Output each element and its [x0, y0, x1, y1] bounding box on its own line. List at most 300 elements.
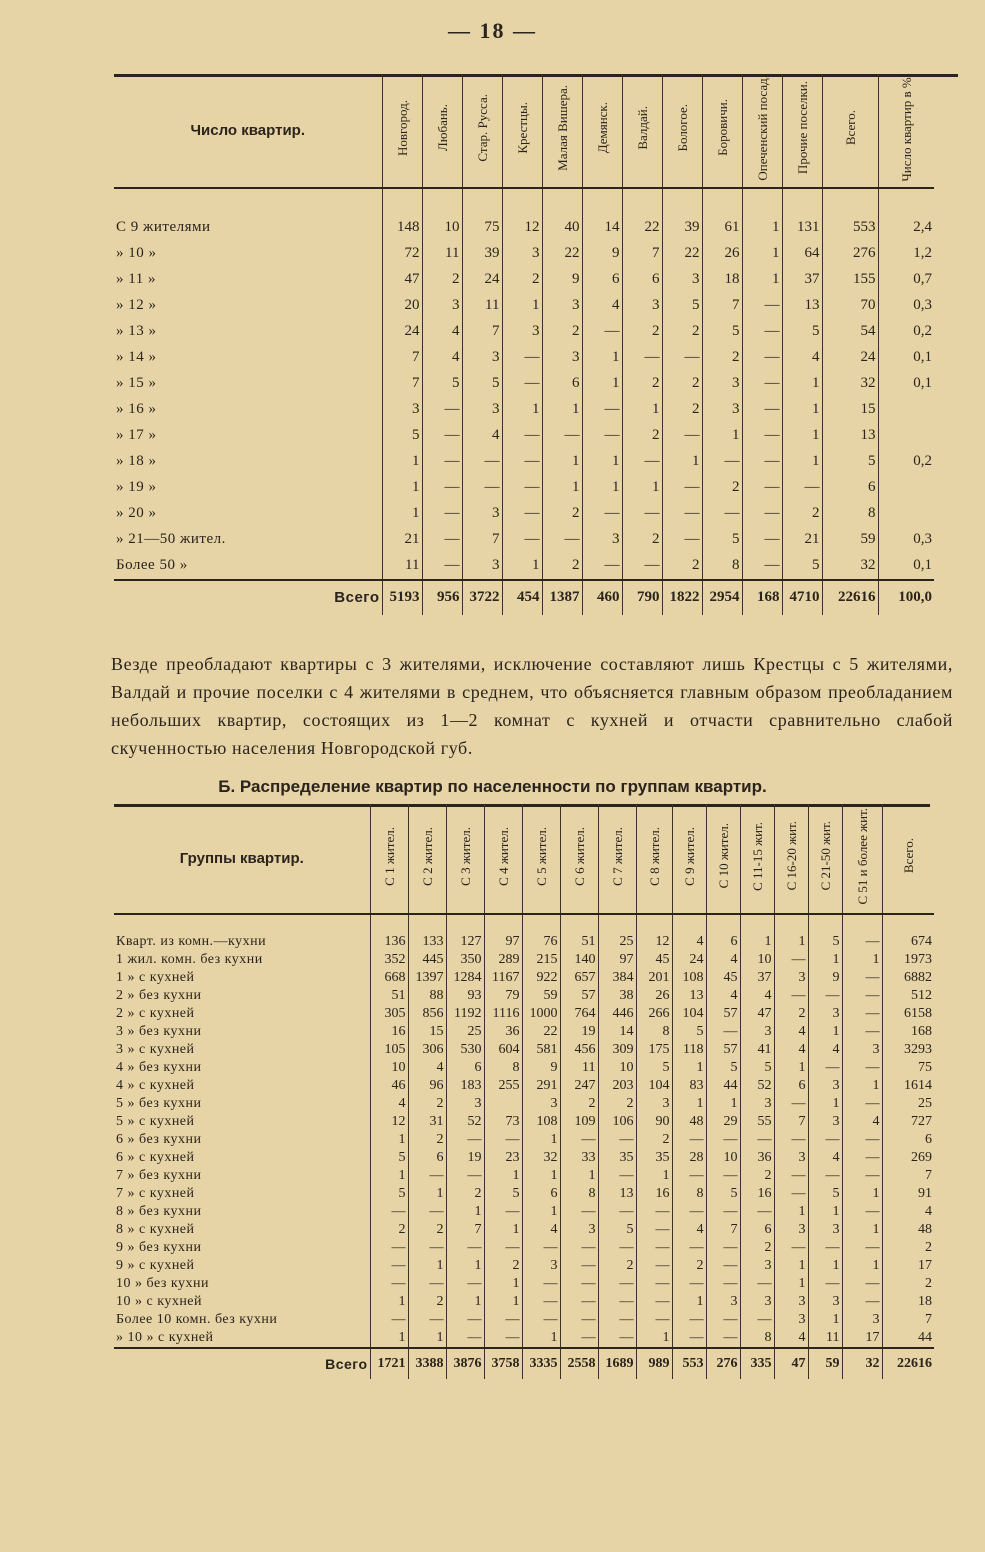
table-b-cell: 3 [808, 1005, 842, 1023]
table-b-cell: — [560, 1257, 598, 1275]
table-a-cell: 1 [502, 293, 542, 319]
table-b-cell: 727 [882, 1113, 934, 1131]
table-a-cell: — [462, 475, 502, 501]
table-apartments-by-group [114, 804, 934, 1379]
table-b-row [114, 1095, 934, 1113]
table-a-cell: — [662, 527, 702, 553]
table-a-cell: — [422, 527, 462, 553]
table-a-cell: 3 [502, 319, 542, 345]
table-b-cell: 4 [706, 987, 740, 1005]
table-b-cell: 57 [560, 987, 598, 1005]
table-b-cell: — [672, 1311, 706, 1329]
table-b-cell: 140 [560, 951, 598, 969]
table-b-cell: — [522, 1311, 560, 1329]
table-b-cell: 2 [484, 1257, 522, 1275]
table-b-column-header-text: С 1 жител. [381, 826, 397, 886]
table-b-column-header [842, 804, 882, 914]
table-a-column-header-text: Число квартир в %. [898, 74, 914, 182]
table-a-cell: 0,2 [878, 449, 934, 475]
table-a-cell [878, 397, 934, 423]
table-b-cell: 255 [484, 1077, 522, 1095]
table-b-cell: 6 [882, 1131, 934, 1149]
table-a-row-header: Число квартир. [114, 74, 382, 188]
table-b-row [114, 987, 934, 1005]
table-b-cell: 23 [484, 1149, 522, 1167]
table-b-cell: 7 [882, 1167, 934, 1185]
table-b-column-header-text: Всего. [900, 838, 916, 874]
table-b-cell: 45 [636, 951, 672, 969]
table-b-row [114, 1329, 934, 1348]
table-b-cell: 13 [672, 987, 706, 1005]
table-b-cell: 456 [560, 1041, 598, 1059]
table-a-cell: 9 [582, 241, 622, 267]
table-b-cell: — [672, 1275, 706, 1293]
table-b-row [114, 1239, 934, 1257]
table-b-cell: — [706, 1239, 740, 1257]
table-b-cell: 17 [842, 1329, 882, 1348]
table-a-cell: 24 [822, 345, 878, 371]
table-b-cell: 1 [842, 1185, 882, 1203]
table-a-cell: 4 [462, 423, 502, 449]
table-a-row [114, 527, 934, 553]
table-b-cell: — [842, 1203, 882, 1221]
table-b-cell: 3 [522, 1257, 560, 1275]
table-b-cell: 47 [740, 1005, 774, 1023]
table-b-cell: 3 [560, 1221, 598, 1239]
table-a-cell: 39 [462, 241, 502, 267]
table-b-column-header-text: С 16-20 жит. [783, 821, 799, 891]
table-a-cell: 2 [622, 423, 662, 449]
table-b-cell: 12 [636, 933, 672, 951]
table-a-cell: 5 [702, 319, 742, 345]
table-a-cell: 59 [822, 527, 878, 553]
table-a-cell: — [742, 449, 782, 475]
page-number: — 18 — [448, 18, 537, 43]
table-b-cell: 2558 [560, 1348, 598, 1379]
table-b-cell: 35 [598, 1149, 636, 1167]
table-a-row [114, 553, 934, 580]
table-b-cell: 2 [774, 1005, 808, 1023]
table-b-cell: 5 [484, 1185, 522, 1203]
table-b-cell: 1614 [882, 1077, 934, 1095]
table-b-column-header-text: С 10 жител. [715, 823, 731, 889]
table-b-cell: 90 [636, 1113, 672, 1131]
table-a-cell: 956 [422, 580, 462, 615]
table-a-cell: 4 [422, 319, 462, 345]
table-b-row-label: 4 » без кухни [116, 1060, 202, 1075]
table-b-cell: — [842, 1095, 882, 1113]
table-a-cell: — [702, 449, 742, 475]
table-a-cell [878, 475, 934, 501]
table-b-cell: 97 [484, 933, 522, 951]
table-b-row-label: 3 » без кухни [116, 1024, 202, 1039]
table-a-cell: 64 [782, 241, 822, 267]
table-b-cell: — [672, 1131, 706, 1149]
table-b-cell: 9 [808, 969, 842, 987]
table-a-row [114, 423, 934, 449]
table-b-cell: — [408, 1275, 446, 1293]
table-b-cell: 104 [672, 1005, 706, 1023]
table-b-cell: 3 [774, 1221, 808, 1239]
table-a-cell: 2 [702, 345, 742, 371]
table-b-cell: — [446, 1131, 484, 1149]
table-a-cell: 11 [422, 241, 462, 267]
table-a-cell: 1 [742, 215, 782, 241]
table-b-cell: 3 [740, 1095, 774, 1113]
table-a-cell: — [622, 553, 662, 580]
table-b-cell: — [560, 1239, 598, 1257]
table-b-cell: — [522, 1275, 560, 1293]
table-b-cell: 2 [408, 1293, 446, 1311]
body-paragraph: Везде преобладают квартиры с 3 жителями, исключение составляют лишь Крестцы с 5 жителями, Валдай и прочие поселки с 4 жителями в среднем, что объясняется главным образом преобладанием небольших квартир, состоящих из 1—2 комнат с кухней и отчасти сравнительно слабой скученностью населения Новгородской губ. [111, 654, 953, 758]
table-a-row [114, 475, 934, 501]
table-a-cell: 3722 [462, 580, 502, 615]
table-b-cell: 215 [522, 951, 560, 969]
table-b-cell: 48 [672, 1113, 706, 1131]
table-b-cell: 4 [672, 933, 706, 951]
table-a-cell: 3 [422, 293, 462, 319]
table-a-cell: 460 [582, 580, 622, 615]
table-b-cell: 1 [636, 1329, 672, 1348]
table-b-cell: — [636, 1203, 672, 1221]
table-b-cell: 5 [672, 1023, 706, 1041]
table-a-cell: 22 [662, 241, 702, 267]
table-b-row [114, 1275, 934, 1293]
table-b-cell: 88 [408, 987, 446, 1005]
table-b-cell: — [636, 1257, 672, 1275]
table-a-cell: 7 [622, 241, 662, 267]
table-b-cell: 25 [882, 1095, 934, 1113]
table-b-cell: — [484, 1239, 522, 1257]
table-b-cell: 3 [774, 1149, 808, 1167]
table-b-cell: 1 [522, 1329, 560, 1348]
table-b-cell: 5 [706, 1185, 740, 1203]
table-b-cell: 3 [740, 1257, 774, 1275]
table-b-row-label: 3 » с кухней [116, 1042, 195, 1057]
table-b-cell: — [774, 987, 808, 1005]
table-a-cell: 6 [542, 371, 582, 397]
table-b-cell: 553 [672, 1348, 706, 1379]
table-b-cell: 17 [882, 1257, 934, 1275]
table-a-cell: 131 [782, 215, 822, 241]
table-b-row [114, 1131, 934, 1149]
table-b-cell: 7 [706, 1221, 740, 1239]
table-a-cell: 790 [622, 580, 662, 615]
table-a-cell: 3 [582, 527, 622, 553]
table-b-row-label: 10 » без кухни [116, 1276, 209, 1291]
table-b-cell: — [370, 1275, 408, 1293]
table-b-cell: 6158 [882, 1005, 934, 1023]
table-a-cell: 7 [382, 371, 422, 397]
table-b-row [114, 1221, 934, 1239]
table-b-cell: — [740, 1131, 774, 1149]
table-b-cell: 36 [740, 1149, 774, 1167]
table-a-cell: 1 [542, 449, 582, 475]
table-b-cell: 5 [740, 1059, 774, 1077]
table-b-cell: 2 [408, 1131, 446, 1149]
table-a-cell: — [622, 449, 662, 475]
table-b-cell: 44 [706, 1077, 740, 1095]
table-b-column-header [408, 804, 446, 914]
table-b-cell: — [706, 1257, 740, 1275]
table-b-cell: 6 [408, 1149, 446, 1167]
table-b-cell: 3 [774, 1311, 808, 1329]
table-b-cell: — [636, 1293, 672, 1311]
table-b-cell: — [706, 1329, 740, 1348]
table-b-cell: 2 [446, 1185, 484, 1203]
table-b-cell: 2 [882, 1275, 934, 1293]
table-b-row [114, 1149, 934, 1167]
table-a-cell: — [742, 553, 782, 580]
table-b-cell: 269 [882, 1149, 934, 1167]
table-b-cell: 1 [808, 1257, 842, 1275]
table-a-cell: 1 [582, 449, 622, 475]
table-a-total-row [114, 580, 934, 615]
table-b-cell: 6 [774, 1077, 808, 1095]
table-a-cell: 276 [822, 241, 878, 267]
table-b-cell: — [598, 1239, 636, 1257]
table-b-column-header-text: С 9 жител. [681, 826, 697, 886]
table-b-cell: 59 [808, 1348, 842, 1379]
table-a-cell [878, 501, 934, 527]
table-a-cell: 32 [822, 553, 878, 580]
table-b-cell: — [842, 1239, 882, 1257]
table-b-cell: 1192 [446, 1005, 484, 1023]
table-b-cell: 2 [598, 1095, 636, 1113]
table-b-cell: — [842, 933, 882, 951]
table-b-cell: 5 [808, 933, 842, 951]
table-b-cell: 24 [672, 951, 706, 969]
table-b-cell: — [598, 1329, 636, 1348]
table-a-cell: — [582, 397, 622, 423]
table-b-cell: 73 [484, 1113, 522, 1131]
table-a-cell: 8 [702, 553, 742, 580]
table-a-cell: 2,4 [878, 215, 934, 241]
table-b-cell: 291 [522, 1077, 560, 1095]
table-b-cell: 1 [484, 1221, 522, 1239]
table-a-row [114, 241, 934, 267]
table-b-cell: 581 [522, 1041, 560, 1059]
table-b-cell: 922 [522, 969, 560, 987]
table-a-cell: — [742, 371, 782, 397]
table-a-cell: 1 [702, 423, 742, 449]
table-a-row-label: » 16 » [116, 401, 157, 418]
table-b-column-header [740, 804, 774, 914]
table-a-cell: 1 [582, 345, 622, 371]
table-a-cell: — [742, 319, 782, 345]
table-b-cell: 28 [672, 1149, 706, 1167]
table-b-cell: 2 [672, 1257, 706, 1275]
table-a-column-header [502, 74, 542, 188]
table-a-cell: — [782, 475, 822, 501]
table-b-cell: 3 [842, 1311, 882, 1329]
table-a-cell: 1 [782, 371, 822, 397]
table-a-cell: — [742, 501, 782, 527]
table-b-cell: 306 [408, 1041, 446, 1059]
table-b-cell: 1 [446, 1293, 484, 1311]
table-b-cell: 1973 [882, 951, 934, 969]
table-b-cell: 1 [370, 1329, 408, 1348]
table-b-cell: 3 [774, 1293, 808, 1311]
table-a-cell: 47 [382, 267, 422, 293]
table-b-cell: 2 [636, 1131, 672, 1149]
table-b-cell: 1 [842, 1077, 882, 1095]
table-a-cell: 5 [382, 423, 422, 449]
table-b-cell: 1 [808, 1023, 842, 1041]
table-b-cell: 1721 [370, 1348, 408, 1379]
table-a-cell: 7 [462, 319, 502, 345]
table-b-row [114, 1311, 934, 1329]
table-b-cell: 1 [774, 1257, 808, 1275]
table-a-cell: 1 [782, 423, 822, 449]
table-b-cell: 1 [774, 1203, 808, 1221]
table-b-cell: — [706, 1311, 740, 1329]
table-a-cell: — [622, 501, 662, 527]
table-a-column-header-text: Боровичи. [714, 99, 730, 157]
table-b-cell: — [740, 1275, 774, 1293]
table-b-cell: — [672, 1203, 706, 1221]
table-b-cell: 133 [408, 933, 446, 951]
table-b-cell: — [408, 1311, 446, 1329]
table-b-cell: — [446, 1275, 484, 1293]
table-b-cell: 276 [706, 1348, 740, 1379]
table-b-cell: 8 [672, 1185, 706, 1203]
table-b-cell: 1 [808, 1203, 842, 1221]
table-a-row-label: » 19 » [116, 479, 157, 496]
table-a-column-header [382, 74, 422, 188]
table-b-cell: 10 [740, 951, 774, 969]
table-a-column-header-text: Стар. Русса. [474, 94, 490, 162]
table-b-cell: 289 [484, 951, 522, 969]
table-a-row-label: » 13 » [116, 323, 157, 340]
table-a-cell: 1 [742, 267, 782, 293]
table-b-cell: — [706, 1275, 740, 1293]
table-b-column-header [774, 804, 808, 914]
table-a-cell: 39 [662, 215, 702, 241]
table-b-cell: 7 [882, 1311, 934, 1329]
table-a-row-label: » 12 » [116, 297, 157, 314]
table-b-cell: — [560, 1275, 598, 1293]
table-b-cell: 6882 [882, 969, 934, 987]
table-b-cell: — [484, 1329, 522, 1348]
table-b-cell: 108 [672, 969, 706, 987]
table-a-cell: 1 [582, 475, 622, 501]
table-a-cell: 2 [542, 501, 582, 527]
table-b-row [114, 1113, 934, 1131]
table-b-cell: 1 [522, 1167, 560, 1185]
table-a-cell: 2 [662, 319, 702, 345]
table-a-row-label: С 9 жителями [116, 219, 211, 236]
table-a-cell: — [742, 293, 782, 319]
table-b-cell: 75 [882, 1059, 934, 1077]
table-b-cell: 41 [740, 1041, 774, 1059]
table-b-cell: 47 [774, 1348, 808, 1379]
table-b-cell: 59 [522, 987, 560, 1005]
table-b-cell: 4 [706, 951, 740, 969]
table-b-cell: — [842, 969, 882, 987]
table-b-cell: 105 [370, 1041, 408, 1059]
table-a-cell: 11 [462, 293, 502, 319]
table-b-cell: — [740, 1203, 774, 1221]
table-b-column-header [882, 804, 934, 914]
table-a-cell: 155 [822, 267, 878, 293]
table-b-cell: 1397 [408, 969, 446, 987]
table-b-cell: 604 [484, 1041, 522, 1059]
table-b-cell: 29 [706, 1113, 740, 1131]
table-b-cell: — [484, 1203, 522, 1221]
table-b-row-label: 2 » с кухней [116, 1006, 195, 1021]
table-b-cell: 57 [706, 1041, 740, 1059]
table-b-cell: — [774, 1239, 808, 1257]
table-b-cell: — [842, 1293, 882, 1311]
table-a-cell: 0,7 [878, 267, 934, 293]
table-a-column-header [702, 74, 742, 188]
table-b-row [114, 1005, 934, 1023]
table-b-row-label: 1 жил. комн. без кухни [116, 952, 263, 967]
table-a-cell: 5 [782, 553, 822, 580]
table-b-cell: — [672, 1167, 706, 1185]
table-a-cell: 22 [622, 215, 662, 241]
table-a-column-header-text: Крестцы. [514, 101, 530, 154]
table-b-cell: 33 [560, 1149, 598, 1167]
table-b-cell: — [446, 1167, 484, 1185]
table-b-column-header-text: С 11-15 жит. [749, 821, 765, 891]
table-b-cell: 384 [598, 969, 636, 987]
table-a-row-label: » 10 » [116, 245, 157, 262]
table-b-column-header [484, 804, 522, 914]
table-a-cell: 1 [542, 397, 582, 423]
table-b-cell: 3 [808, 1221, 842, 1239]
table-a-cell: 1 [622, 397, 662, 423]
table-b-cell: 1 [636, 1167, 672, 1185]
table-a-cell: 5193 [382, 580, 422, 615]
table-apartments-by-residents [114, 74, 934, 615]
table-a-cell: 5 [422, 371, 462, 397]
table-a-cell: — [622, 345, 662, 371]
table-a-cell: 5 [782, 319, 822, 345]
table-b-total-row [114, 1348, 934, 1379]
table-a-cell: 2 [622, 371, 662, 397]
table-b-cell: — [706, 1131, 740, 1149]
table-a-row-label: Более 50 » [116, 557, 188, 574]
table-a-row [114, 501, 934, 527]
table-b-row [114, 1185, 934, 1203]
table-a-cell: 6 [582, 267, 622, 293]
table-b-cell: 3 [740, 1023, 774, 1041]
table-b-cell: 51 [560, 933, 598, 951]
table-a-cell [878, 423, 934, 449]
table-b-cell: — [706, 1167, 740, 1185]
table-a-cell: — [742, 397, 782, 423]
table-a-cell: 2 [662, 553, 702, 580]
table-b-column-header [672, 804, 706, 914]
table-b-cell: 5 [370, 1149, 408, 1167]
table-a-cell: — [662, 423, 702, 449]
table-b-cell: 1284 [446, 969, 484, 987]
table-b-column-header-text: С 3 жител. [457, 826, 473, 886]
table-b-row [114, 951, 934, 969]
table-a-cell: 14 [582, 215, 622, 241]
table-a-cell: 2 [662, 371, 702, 397]
table-b-cell: 52 [446, 1113, 484, 1131]
table-b-cell: 2 [882, 1239, 934, 1257]
table-a-row-label: » 11 » [116, 271, 156, 288]
table-a-cell: 1 [382, 449, 422, 475]
table-b-cell: 4 [808, 1149, 842, 1167]
table-a-column-header-text: Прочие поселки. [794, 81, 810, 175]
table-b-cell: 19 [446, 1149, 484, 1167]
table-b-cell: 118 [672, 1041, 706, 1059]
